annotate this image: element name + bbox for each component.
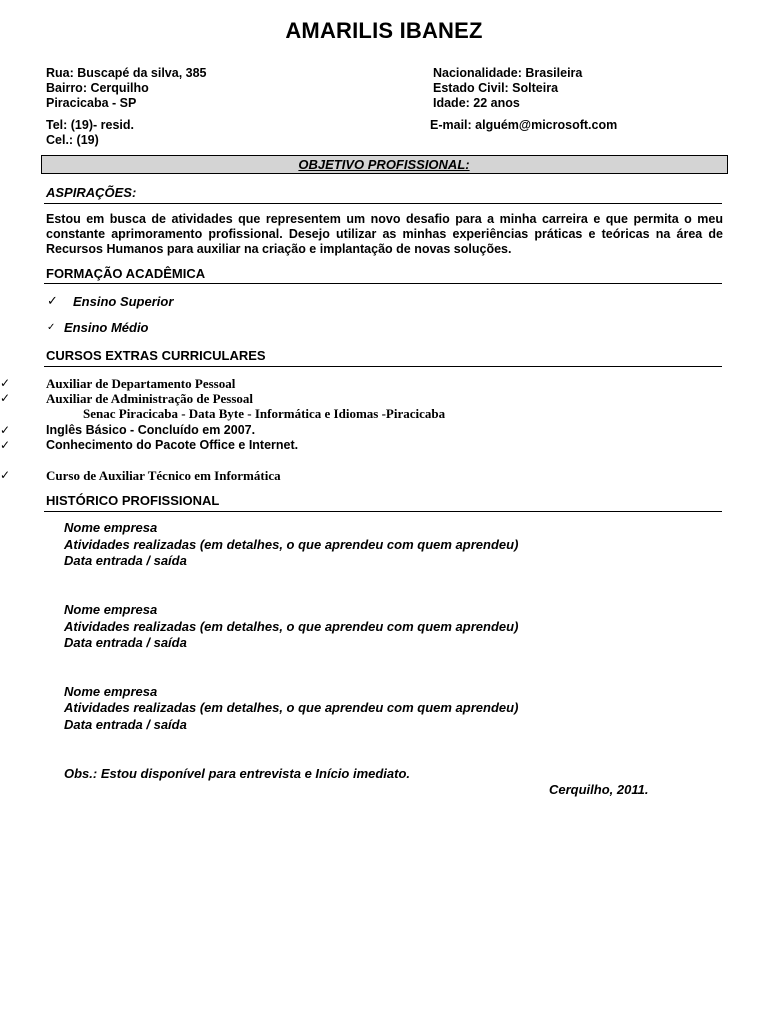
history-company: Nome empresa [64,684,158,699]
section-divider [44,203,722,204]
history-activities: Atividades realizadas (em detalhes, o que aprendeu com quem aprendeu) [64,619,519,634]
candidate-name: AMARILIS IBANEZ [285,18,483,43]
aspirations-text: Estou em busca de atividades que representem um novo desafio para a minha carreira e que permita o meu constante aprimoramento profissional. Desejo utilizar as minhas experiências práticas e teóricas na área de Recursos Humanos para auxiliar na criação e implantação de novas soluções. [46,212,723,256]
course-institution: Senac Piracicaba - Data Byte - Informática e Idiomas -Piracicaba [83,406,446,421]
course-item: Conhecimento do Pacote Office e Internet. [46,438,299,452]
check-mark-icon: ✓ [0,468,11,482]
course-item: Auxiliar de Departamento Pessoal [46,376,236,391]
check-mark-icon: ✓ [47,322,56,333]
course-item: Auxiliar de Administração de Pessoal [46,391,254,406]
education-heading: FORMAÇÃO ACADÊMICA [46,266,206,281]
address-district: Bairro: Cerquilho [46,81,149,95]
check-mark-icon: ✓ [0,391,11,405]
education-item: Ensino Superior [73,294,174,309]
history-company: Nome empresa [64,520,158,535]
phone: Tel: (19)- resid. [46,118,134,132]
nationality: Nacionalidade: Brasileira [433,66,583,80]
courses-heading: CURSOS EXTRAS CURRICULARES [46,348,266,363]
objective-title: OBJETIVO PROFISSIONAL: [298,157,470,172]
history-activities: Atividades realizadas (em detalhes, o que aprendeu com quem aprendeu) [64,700,519,715]
availability-note: Obs.: Estou disponível para entrevista e Início imediato. [64,766,411,781]
section-divider [44,366,722,367]
course-item: Inglês Básico - Concluído em 2007. [46,423,256,437]
check-mark-icon: ✓ [47,294,58,309]
email: E-mail: alguém@microsoft.com [430,118,618,132]
history-dates: Data entrada / saída [64,553,187,568]
address-street: Rua: Buscapé da silva, 385 [46,66,207,80]
check-mark-icon: ✓ [0,438,11,452]
section-divider [44,511,722,512]
section-divider [44,283,722,284]
aspirations-heading: ASPIRAÇÕES: [46,185,137,200]
address-city: Piracicaba - SP [46,96,137,110]
history-activities: Atividades realizadas (em detalhes, o que aprendeu com quem aprendeu) [64,537,519,552]
history-dates: Data entrada / saída [64,717,187,732]
education-item: Ensino Médio [64,320,149,335]
course-item: Curso de Auxiliar Técnico em Informática [46,468,281,483]
history-company: Nome empresa [64,602,158,617]
history-heading: HISTÓRICO PROFISSIONAL [46,493,220,508]
age: Idade: 22 anos [433,96,520,110]
history-dates: Data entrada / saída [64,635,187,650]
civil-status: Estado Civil: Solteira [433,81,559,95]
check-mark-icon: ✓ [0,423,11,437]
cell-phone: Cel.: (19) [46,133,99,147]
check-mark-icon: ✓ [0,376,11,390]
place-date: Cerquilho, 2011. [549,782,649,797]
